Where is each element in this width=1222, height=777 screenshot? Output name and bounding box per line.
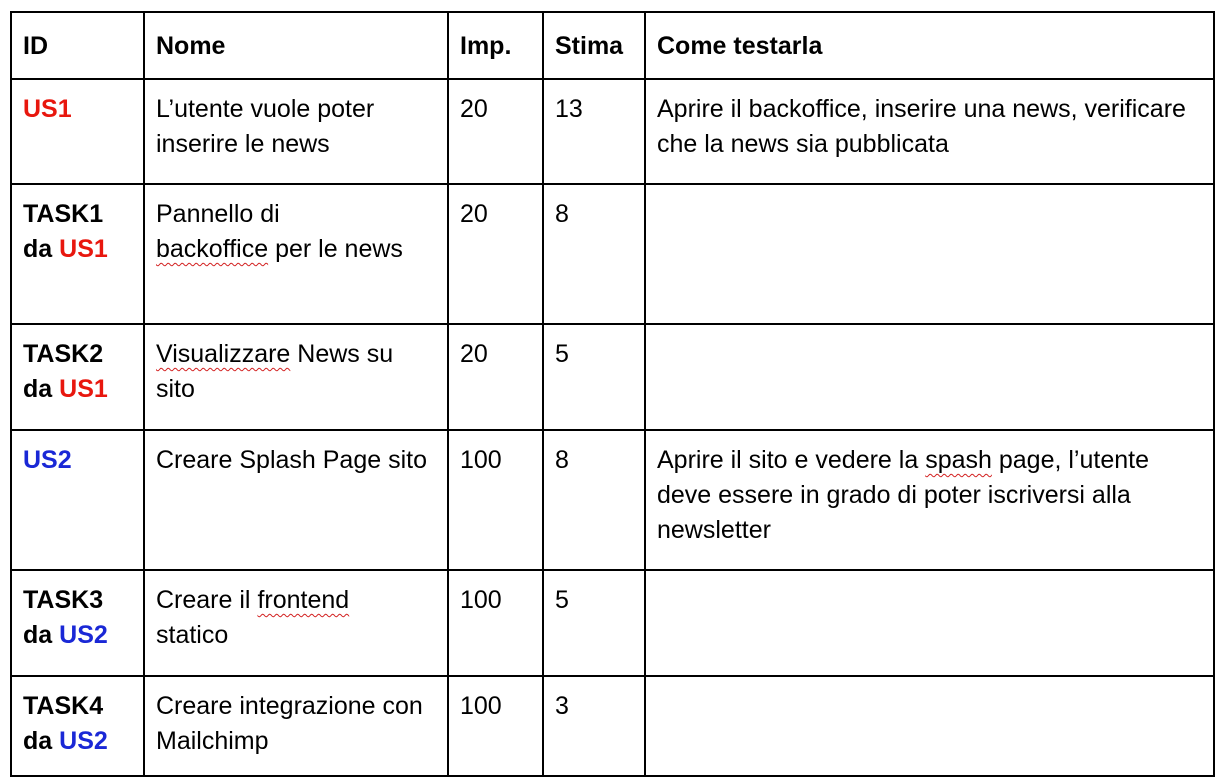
nome-text: News su sito	[156, 340, 394, 403]
story-id: US2	[23, 446, 72, 474]
stima-cell: 5	[543, 570, 645, 676]
task-id: TASK3	[23, 586, 104, 614]
header-come-testarla: Come testarla	[645, 12, 1214, 79]
task-id: TASK4	[23, 692, 104, 720]
task-da-label: da	[23, 375, 53, 403]
task-da-label: da	[23, 235, 53, 263]
header-nome: Nome	[144, 12, 448, 79]
come-testarla-cell	[645, 324, 1214, 430]
nome-text: Pannello di	[156, 200, 280, 228]
table-row	[11, 184, 1214, 324]
id-cell	[11, 676, 144, 776]
id-cell	[11, 184, 144, 324]
imp-cell: 20	[448, 184, 543, 324]
task-da-label: da	[23, 727, 53, 755]
header-id: ID	[11, 12, 144, 79]
id-cell	[11, 79, 144, 184]
nome-cell: Creare Splash Page sito	[144, 430, 448, 570]
stima-cell: 8	[543, 184, 645, 324]
header-row	[11, 12, 1214, 79]
table-row	[11, 570, 1214, 676]
spellcheck-word: Visualizzare	[156, 340, 291, 368]
backlog-table	[10, 11, 1215, 777]
come-testarla-cell	[645, 570, 1214, 676]
spellcheck-word: frontend	[257, 586, 350, 614]
nome-cell	[144, 184, 448, 324]
task-parent-story: US2	[59, 727, 108, 755]
imp-cell: 100	[448, 570, 543, 676]
spellcheck-word: backoffice	[156, 235, 269, 263]
imp-cell: 100	[448, 676, 543, 776]
stima-cell: 13	[543, 79, 645, 184]
header-imp: Imp.	[448, 12, 543, 79]
come-testarla-cell	[645, 676, 1214, 776]
come-text: page, l’utente deve essere in grado di poter iscriversi alla newsletter	[657, 446, 1149, 544]
imp-cell: 20	[448, 324, 543, 430]
nome-text: Creare il	[156, 586, 251, 614]
header-stima: Stima	[543, 12, 645, 79]
id-cell	[11, 430, 144, 570]
story-id: US1	[23, 95, 72, 123]
table-row	[11, 79, 1214, 184]
stima-cell: 8	[543, 430, 645, 570]
nome-text: statico	[156, 621, 229, 649]
task-id: TASK1	[23, 200, 104, 228]
come-text: Aprire il sito e vedere la	[657, 446, 919, 474]
table-row	[11, 324, 1214, 430]
task-id: TASK2	[23, 340, 104, 368]
task-parent-story: US2	[59, 621, 108, 649]
table-row	[11, 676, 1214, 776]
nome-cell	[144, 324, 448, 430]
nome-cell: Creare integrazione con Mailchimp	[144, 676, 448, 776]
nome-cell	[144, 570, 448, 676]
task-parent-story: US1	[59, 375, 108, 403]
imp-cell: 20	[448, 79, 543, 184]
spellcheck-word: spash	[925, 446, 992, 474]
id-cell	[11, 324, 144, 430]
stima-cell: 3	[543, 676, 645, 776]
task-da-label: da	[23, 621, 53, 649]
come-testarla-cell	[645, 184, 1214, 324]
stima-cell: 5	[543, 324, 645, 430]
come-testarla-cell: Aprire il backoffice, inserire una news, verificare che la news sia pubblicata	[645, 79, 1214, 184]
imp-cell: 100	[448, 430, 543, 570]
table-row	[11, 430, 1214, 570]
come-testarla-cell	[645, 430, 1214, 570]
id-cell	[11, 570, 144, 676]
nome-text: per le news	[275, 235, 403, 263]
task-parent-story: US1	[59, 235, 108, 263]
nome-cell: L’utente vuole poter inserire le news	[144, 79, 448, 184]
